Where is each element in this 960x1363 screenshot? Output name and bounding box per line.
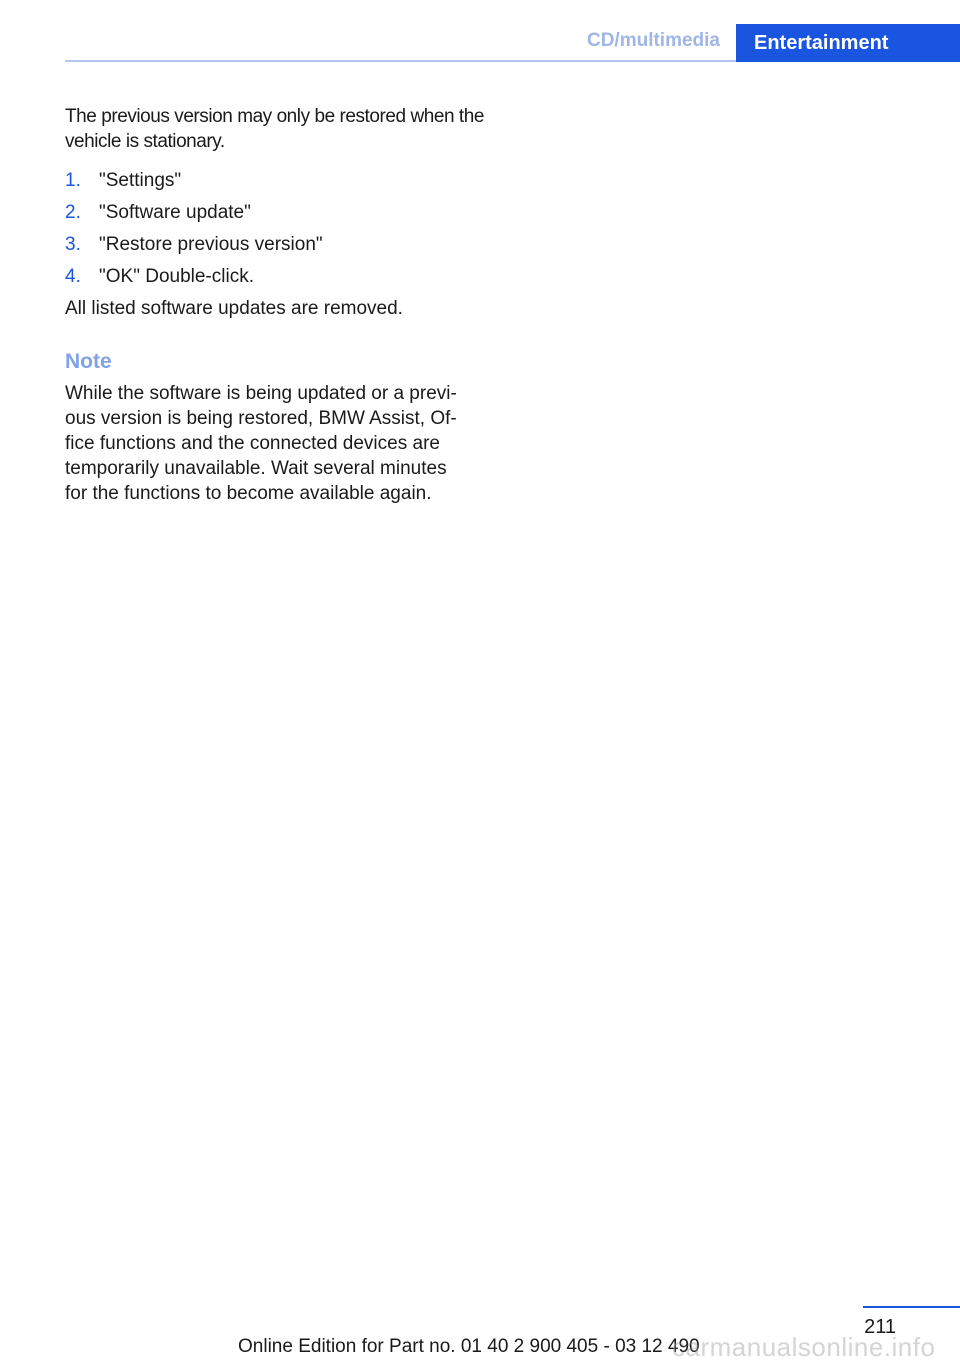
list-item — [65, 200, 485, 232]
step-text: "Restore previous version" — [99, 234, 323, 255]
steps-list — [65, 168, 485, 296]
edition-footer: Online Edition for Part no. 01 40 2 900 405 - 03 12 490 — [238, 1336, 700, 1357]
watermark: carmanualsonline.info — [672, 1332, 936, 1362]
step-text: "Software update" — [99, 202, 251, 223]
result-paragraph: All listed software updates are removed. — [65, 298, 403, 319]
step-number: 1. — [65, 170, 81, 191]
step-number: 3. — [65, 234, 81, 255]
step-text: "Settings" — [99, 170, 182, 191]
note-heading: Note — [65, 350, 112, 373]
page-body — [65, 104, 485, 506]
step-number: 4. — [65, 266, 81, 287]
footer-rule — [863, 1306, 960, 1308]
chapter-tab: Entertainment — [736, 24, 960, 62]
note-paragraph: While the software is being updated or a previous version is being restored, BMW Assist, Office functions and the connected devices are temporarily unavailable. Wait several minutes for the functions to become available again. — [65, 383, 457, 504]
list-item — [65, 264, 485, 296]
step-text: "OK" Double-click. — [99, 266, 254, 287]
list-item — [65, 232, 485, 264]
section-label: CD/multimedia — [586, 30, 720, 51]
page-number: 211 — [864, 1316, 896, 1338]
list-item — [65, 168, 485, 200]
intro-paragraph: The previous version may only be restored when the vehicle is stationary. — [65, 106, 484, 152]
step-number: 2. — [65, 202, 81, 223]
